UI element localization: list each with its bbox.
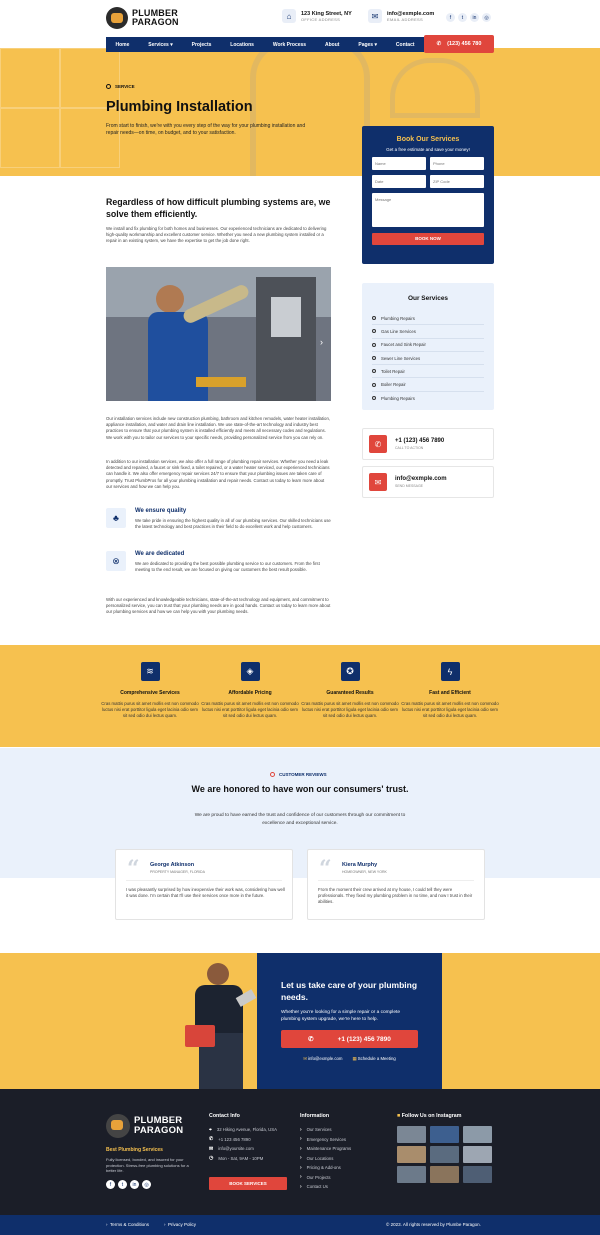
instagram-icon[interactable]: ◎ xyxy=(482,13,491,22)
cta-call-button[interactable] xyxy=(281,1030,418,1048)
instagram-photo[interactable] xyxy=(430,1126,459,1143)
chevron-right-icon: › xyxy=(300,1174,302,1181)
call-button-label: (123) 456 780 xyxy=(447,41,482,47)
feature-description: We take pride in ensuring the highest quality in all of our plumbing services. Our skilled technicians use the latest technology and best practices in their field to do excellent work and help customers. xyxy=(135,518,331,530)
footer-address xyxy=(209,1125,277,1135)
paragraph-repairs: In addition to our installation services, we also offer a full range of plumbing repair services. Whether you need a leak detected and repaired, a faucet or sink fixed, a toilet repaired, or a water heater serviced, our experienced technicians can handle it. We also offer emergency repair services 24/7 to ensure that your plumbing issues are taken care of promptly. Trust PlumbPros for all your plumbing installation and repair needs. Contact us today to learn more about our services and how we can help you. xyxy=(106,459,330,489)
email-address: info@exmple.com xyxy=(395,476,447,482)
service-link[interactable] xyxy=(372,378,484,391)
feature-description: Cras mattis purus sit amet mollis est non commodo luctus nisi erat porttitor ligula eget lacinia odio sem sit sed odio dui lectus quam. xyxy=(101,701,199,718)
services-title: Our Services xyxy=(407,295,449,302)
footer-email[interactable] xyxy=(209,1144,277,1154)
service-label: Toilet Repair xyxy=(381,368,405,374)
instagram-title-text: Follow Us on Instagram xyxy=(401,1113,462,1119)
copyright: © 2023. All rights reserved by Plumbe Paragon. xyxy=(386,1222,481,1227)
target-icon: ⊗ xyxy=(106,551,126,571)
chevron-right-icon: › xyxy=(300,1145,302,1152)
cta-phone: +1 (123) 456 7890 xyxy=(337,1035,391,1043)
service-label: Boiler Repair xyxy=(381,382,406,388)
reviews-title: We are honored to have won our consumers' trust. xyxy=(191,784,409,794)
mail-icon: ✉ xyxy=(209,1145,214,1152)
call-button[interactable] xyxy=(424,35,494,53)
footer-link-label: Contact Us xyxy=(306,1184,328,1190)
chevron-right-icon: › xyxy=(300,1155,302,1162)
instagram-photo[interactable] xyxy=(463,1166,492,1183)
header-email[interactable] xyxy=(368,9,434,23)
footer-link[interactable] xyxy=(300,1173,351,1183)
main-nav xyxy=(106,37,424,52)
circle-bullet-icon xyxy=(372,369,376,373)
square-bullet-icon: ■ xyxy=(397,1113,401,1119)
feature-title: Guaranteed Results xyxy=(326,690,374,696)
footer-hours-text: Mon - Sat, 9AM - 10PM xyxy=(218,1155,264,1161)
service-label: Plumbing Repairs xyxy=(381,315,415,321)
cta-email-link[interactable] xyxy=(303,1056,342,1062)
booking-subtitle: Get a free estimate and save your money! xyxy=(386,147,470,152)
circle-bullet-icon xyxy=(372,329,376,333)
phone-field[interactable]: Phone xyxy=(430,157,484,170)
footer-email-text: info@yoursite.com xyxy=(218,1146,254,1152)
feature-title: Comprehensive Services xyxy=(120,690,180,696)
footer-logo[interactable] xyxy=(106,1114,183,1138)
paragraph-installation: Our installation services include new construction plumbing, bathroom and kitchen remodels, water heater installation, appliance installation, and water and drain line installation. We use state-of-the-art technology and industry best practices to ensure that your plumbing system is installed efficiently and meets all necessary codes and regulations. We work with you to tailor our services to your specific needs, providing personalized service from you can rely on. xyxy=(106,416,331,440)
tag-dot-icon xyxy=(270,772,275,777)
chevron-right-icon[interactable]: › xyxy=(320,337,323,347)
instagram-icon[interactable]: ◎ xyxy=(142,1180,151,1189)
schedule-meeting-link[interactable] xyxy=(353,1056,396,1062)
service-label: Plumbing Repairs xyxy=(381,395,415,401)
mail-icon: ✉ xyxy=(368,9,382,23)
service-link[interactable] xyxy=(372,339,484,352)
feature-item xyxy=(300,662,400,719)
nav-locations[interactable]: Locations xyxy=(230,41,254,48)
hero-tag-text: SERVICE xyxy=(115,84,135,89)
reviews-tag xyxy=(270,772,327,777)
logo-line1: PLUMBER xyxy=(134,1115,183,1126)
clock-icon: ◷ xyxy=(209,1155,214,1162)
instagram-photo[interactable] xyxy=(397,1166,426,1183)
nav-projects[interactable]: Projects xyxy=(191,41,212,48)
phone-icon: ✆ xyxy=(436,41,442,47)
logo-line1: PLUMBER xyxy=(132,8,178,18)
award-icon: ✪ xyxy=(341,662,360,681)
footer-link-label: Emergency Services xyxy=(306,1136,347,1142)
paragraph-closing: With our experienced and knowledgeable technicians, state-of-the-art technology and equipment, and commitment to personalized service, you can trust that your plumbing needs are in good hands. Contact us today to learn more about our plumbing services and how we can help you with your plumbing needs. xyxy=(106,597,331,615)
hero-banner xyxy=(0,48,600,176)
chevron-right-icon: › xyxy=(300,1183,302,1190)
schedule-meeting-label: Schedule a Meeting xyxy=(357,1056,396,1061)
footer-link[interactable] xyxy=(300,1182,351,1192)
plumber-figure xyxy=(185,963,255,1089)
service-link[interactable] xyxy=(372,352,484,365)
feature-description: Cras mattis purus sit amet mollis est non commodo luctus nisi erat porttitor ligula eget lacinia odio sem sit sed odio dui lectus quam. xyxy=(201,701,299,718)
circle-bullet-icon xyxy=(372,396,376,400)
nav-pages[interactable]: Pages ▾ xyxy=(358,41,377,48)
nav-work-process[interactable]: Work Process xyxy=(272,41,307,48)
social-links xyxy=(446,13,491,22)
email-text: info@exmple.com xyxy=(387,10,435,17)
footer-phone-text: +1 123 456 7890 xyxy=(218,1136,251,1142)
circle-bullet-icon xyxy=(372,383,376,387)
name-field[interactable]: Name xyxy=(372,157,426,170)
reviewer-name: Kiera Murphy xyxy=(342,862,378,868)
instagram-photo[interactable] xyxy=(463,1126,492,1143)
feature-item xyxy=(200,662,300,719)
footer-link-label: Maintenance Programs xyxy=(306,1146,352,1152)
phone-icon: ✆ xyxy=(308,1036,314,1043)
quote-icon: “ xyxy=(127,856,140,882)
nav-about[interactable]: About xyxy=(325,41,340,48)
instagram-photo[interactable] xyxy=(463,1146,492,1163)
circle-bullet-icon xyxy=(372,356,376,360)
tag-dot-icon xyxy=(106,84,111,89)
lightning-icon: ϟ xyxy=(441,662,460,681)
reviewer-role: HOMEOWNER, NEW YORK xyxy=(342,870,387,874)
review-card xyxy=(307,849,485,920)
cta-description: Whether you're looking for a simple repair or a complete plumbing system upgrade, we're here to help. xyxy=(281,1010,401,1022)
cta-box xyxy=(257,953,442,1089)
feature-title: We are dedicated xyxy=(135,551,185,557)
mail-icon: ✉ xyxy=(369,473,387,491)
footer-link[interactable] xyxy=(300,1154,351,1164)
location-pin-icon: ⌂ xyxy=(282,9,296,23)
feature-item xyxy=(100,662,200,719)
email-label: EMAIL ADDRESS xyxy=(387,16,423,22)
chevron-right-icon: › xyxy=(300,1126,302,1133)
terms-link[interactable]: › Terms & Conditions xyxy=(106,1222,150,1227)
cta-email: info@exmple.com xyxy=(308,1056,343,1061)
instagram-photo[interactable] xyxy=(397,1126,426,1143)
mail-icon: ✉ xyxy=(303,1056,307,1061)
email-label: SEND MESSAGE xyxy=(395,484,424,488)
twitter-icon[interactable]: t xyxy=(118,1180,127,1189)
feature-title: Affordable Pricing xyxy=(228,690,272,696)
service-label: Faucet and Sink Repair xyxy=(381,342,426,348)
footer-link-label: Our Locations xyxy=(306,1155,334,1161)
terms-link-label: Terms & Conditions xyxy=(110,1222,150,1227)
footer-tagline: Best Plumbing Services xyxy=(106,1147,163,1153)
footer-contact xyxy=(209,1113,277,1163)
feature-item xyxy=(400,662,500,719)
review-card xyxy=(115,849,293,920)
footer-instagram xyxy=(397,1113,461,1125)
cta-title: Let us take care of your plumbing needs. xyxy=(281,980,418,1002)
footer-link[interactable] xyxy=(300,1144,351,1154)
instagram-photo[interactable] xyxy=(397,1146,426,1163)
phone-number: +1 (123) 456 7890 xyxy=(395,438,445,444)
footer-contact-title: Contact Info xyxy=(209,1113,240,1119)
section-heading: Regardless of how difficult plumbing systems are, we solve them efficiently. xyxy=(106,197,331,219)
service-link[interactable] xyxy=(372,312,484,325)
phone-icon: ✆ xyxy=(369,435,387,453)
quote-icon: “ xyxy=(319,856,332,882)
book-services-button[interactable]: BOOK SERVICES xyxy=(209,1177,287,1190)
booking-title: Book Our Services xyxy=(396,136,460,143)
service-link[interactable] xyxy=(372,392,484,405)
twitter-icon[interactable]: t xyxy=(458,13,467,22)
reviews-tag-text: CUSTOMER REVIEWS xyxy=(279,772,327,777)
feature-description: Cras mattis purus sit amet mollis est non commodo luctus nisi erat porttitor ligula eget lacinia odio sem sit sed odio dui lectus quam. xyxy=(401,701,499,718)
reviewer-name: George Atkinson xyxy=(150,862,195,868)
logo-mark xyxy=(106,7,128,29)
features-strip xyxy=(0,645,600,747)
footer-about: Fully licensed, bonded, and insured for your protection. Stress-free plumbing solutions for a better life. xyxy=(106,1157,189,1173)
plumber-photo xyxy=(106,267,331,401)
facebook-icon[interactable]: f xyxy=(106,1180,115,1189)
price-tag-icon: ◈ xyxy=(241,662,260,681)
booking-form xyxy=(362,126,494,264)
footer-link-label: Pricing & Add-ons xyxy=(306,1165,341,1171)
footer-link-label: Our Projects xyxy=(306,1174,331,1180)
footer-link[interactable] xyxy=(300,1135,351,1145)
linkedin-icon[interactable]: in xyxy=(470,13,479,22)
circle-bullet-icon xyxy=(372,316,376,320)
header-address xyxy=(282,9,352,23)
layers-icon: ≋ xyxy=(141,662,160,681)
reviewer-role: PROPERTY MANAGER, FLORIDA xyxy=(150,870,205,874)
chevron-right-icon: › xyxy=(300,1136,302,1143)
message-field[interactable]: Message xyxy=(372,193,484,227)
feature-description: We are dedicated to providing the best possible plumbing service to our customers. From the first meeting to the end result, we are focused on giving our customers the best result possible. xyxy=(135,561,320,573)
feature-title: We ensure quality xyxy=(135,508,187,514)
site-header xyxy=(0,0,600,36)
review-text: I was pleasantly surprised by how inexpensive their work was, considering how well it was done. I'm certain that I'll use their services once more in the future. xyxy=(126,887,285,899)
nav-home[interactable]: Home xyxy=(115,41,130,48)
phone-card[interactable] xyxy=(362,428,494,460)
phone-icon: ✆ xyxy=(209,1136,214,1143)
hero-tag xyxy=(106,84,135,89)
zip-field[interactable]: ZIP Code xyxy=(430,175,484,188)
hero-description: From start to finish, we're with you every step of the way for your plumbing installation and repair needs—on time, on budget, and to your satisfaction. xyxy=(106,123,306,136)
address-label: OFFICE ADDRESS xyxy=(301,16,341,22)
service-link[interactable] xyxy=(372,325,484,338)
footer-hours xyxy=(209,1154,277,1164)
linkedin-icon[interactable]: in xyxy=(130,1180,139,1189)
logo-line2: PARAGON xyxy=(134,1125,184,1136)
nav-services[interactable]: Services ▾ xyxy=(148,41,173,48)
reviews-description: We are proud to have earned the trust and confidence of our customers through our commitment to excellence and exceptional service. xyxy=(194,813,406,826)
footer-link[interactable] xyxy=(300,1163,351,1173)
footer-information xyxy=(300,1113,351,1192)
circle-bullet-icon xyxy=(372,343,376,347)
location-pin-icon: ⌖ xyxy=(209,1126,212,1133)
logo[interactable] xyxy=(106,7,179,29)
book-now-button[interactable]: BOOK NOW xyxy=(372,233,484,245)
instagram-photo[interactable] xyxy=(430,1146,459,1163)
footer-link[interactable] xyxy=(300,1125,351,1135)
sprout-icon: ♣ xyxy=(106,508,126,528)
service-link[interactable] xyxy=(372,365,484,378)
paragraph-intro: We install and fix plumbing for both homes and businesses. Our experienced technicians are dedicated to delivering high-quality workmanship and excellent customer service. Whether you need a new plumbing system installed or a repair in an existing system, we have the expertise to get the job done right. xyxy=(106,226,327,244)
instagram-feed-title xyxy=(397,1113,461,1119)
phone-label: CALL TO ACTION xyxy=(395,446,424,450)
privacy-link-label: Privacy Policy xyxy=(168,1222,197,1227)
email-card[interactable] xyxy=(362,466,494,498)
logo-mark xyxy=(106,1114,130,1138)
calendar-icon: ▦ xyxy=(352,1056,357,1061)
feature-title: Fast and Efficient xyxy=(429,690,471,696)
facebook-icon[interactable]: f xyxy=(446,13,455,22)
footer-bottom-bar xyxy=(0,1215,600,1235)
footer-phone[interactable] xyxy=(209,1135,277,1145)
address-text: 123 King Street, NY xyxy=(301,10,352,17)
page-title: Plumbing Installation xyxy=(106,99,253,115)
footer-info-title: Information xyxy=(300,1113,330,1119)
chevron-right-icon: › xyxy=(300,1164,302,1171)
privacy-link[interactable]: › Privacy Policy xyxy=(164,1222,197,1227)
footer-link-label: Our Services xyxy=(306,1127,332,1133)
nav-contact[interactable]: Contact xyxy=(395,41,415,48)
service-label: Sewer Line Services xyxy=(381,355,421,361)
review-text: From the moment their crew arrived at my house, I could tell they were professionals. They fixed my plumbing problem in no time, and now I trust in their abilities. xyxy=(318,887,473,905)
feature-description: Cras mattis purus sit amet mollis est non commodo luctus nisi erat porttitor ligula eget lacinia odio sem sit sed odio dui lectus quam. xyxy=(301,701,399,718)
instagram-photo[interactable] xyxy=(430,1166,459,1183)
date-field[interactable]: Date xyxy=(372,175,426,188)
services-list xyxy=(362,283,494,410)
service-label: Gas Line Services xyxy=(381,328,416,334)
footer-social xyxy=(106,1180,151,1189)
logo-line2: PARAGON xyxy=(132,17,179,27)
footer-address-text: 32 Hiking Avenue, Florida, USA xyxy=(216,1127,277,1133)
